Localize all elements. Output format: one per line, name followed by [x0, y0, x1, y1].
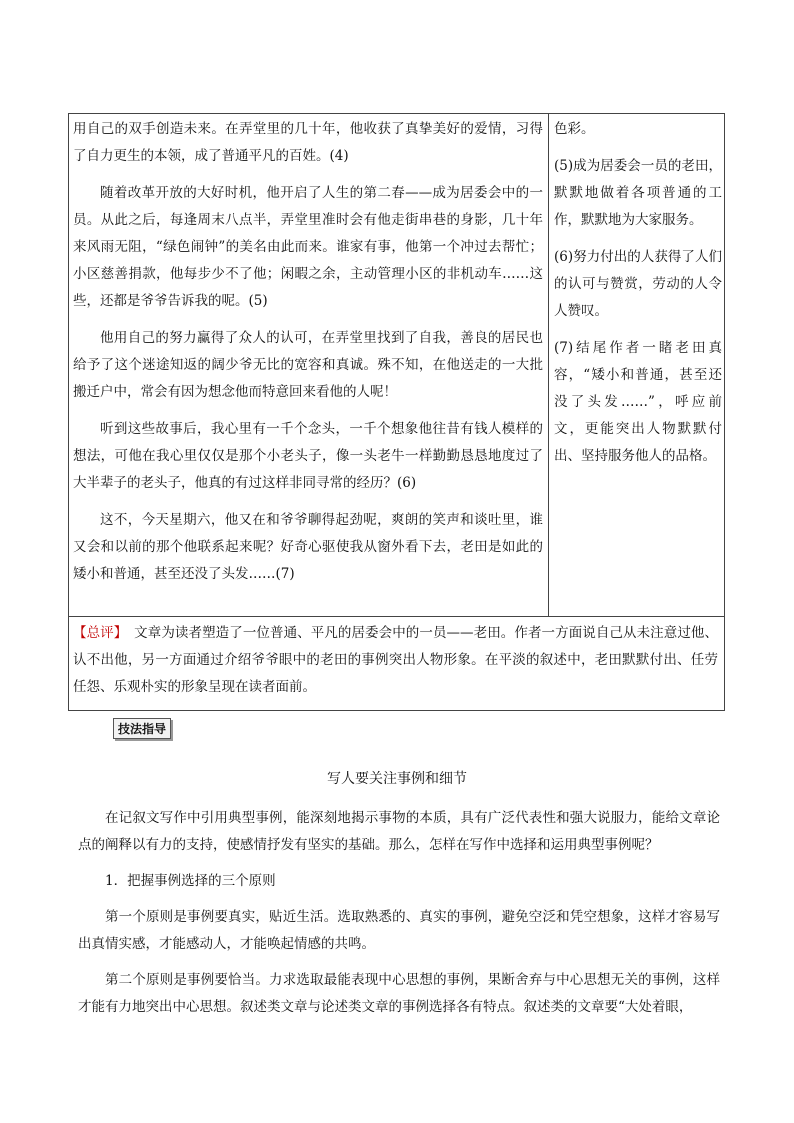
summary-label: 【总评】: [73, 625, 121, 641]
column-divider: [548, 114, 549, 616]
comment-cell: [554, 116, 722, 470]
summary-cell: [73, 620, 718, 701]
guide-heading-1: 1．把握事例选择的三个原则: [105, 873, 276, 889]
essay-paragraph-5: 随着改革开放的大好时机，他开启了人生的第二春——成为居委会中的一员。从此之后，每逢周末八点半，弄堂里准时会有他走街串巷的身影，几十年来风雨无阻，“绿色闹钟”的美名由此而来。谁家有事，他第一个冲过去帮忙；小区慈善捐款，他每步少不了他；闲暇之余，主动管理小区的非机动车……这些，还都是爷爷告诉我的呢。(5): [73, 185, 543, 309]
summary-paragraph: [73, 620, 718, 701]
section-title: 写人要关注事例和细节: [327, 771, 467, 787]
technique-guide-badge: 技法指导: [113, 718, 171, 739]
guide-paragraph-principle-2: 第二个原则是事例要恰当。力求选取最能表现中心思想的事例，果断舍弃与中心思想无关的事例，这样才能有力地突出中心思想。叙述类文章与论述类文章的事例选择各有特点。叙述类的文章要“大处着眼，: [78, 972, 720, 1015]
essay-paragraph-6: 听到这些故事后，我心里有一千个念头，一千个想象他往昔有钱人模样的想法，可他在我心里仅仅是那个小老头子，像一头老牛一样勤勤恳恳地度过了大半辈子的老头子，他真的有过这样非同寻常的经历？(6): [73, 421, 543, 491]
comment-5: (5)成为居委会一员的老田，默默地做着各项普通的工作，默默地为大家服务。: [554, 158, 722, 228]
comment-6: (6)努力付出的人获得了人们的认可与赞赏，劳动的人令人赞叹。: [554, 249, 722, 319]
comment-7: (7)结尾作者一睹老田真容，“矮小和普通，甚至还没了头发……”，呼应前文，更能突出人物默默付出、坚持服务他人的品格。: [554, 340, 722, 464]
guide-paragraph-intro: 在记叙文写作中引用典型事例，能深刻地揭示事物的本质，具有广泛代表性和强大说服力，能给文章论点的阐释以有力的支持，使感情抒发有坚实的基础。那么，怎样在写作中选择和运用典型事例呢？: [78, 810, 720, 853]
guide-paragraph-principle-1: 第一个原则是事例要真实，贴近生活。选取熟悉的、真实的事例，避免空泛和凭空想象，这样才容易写出真情实感，才能感动人，才能唤起情感的共鸣。: [78, 909, 720, 952]
essay-paragraph-7: 这不，今天星期六，他又在和爷爷聊得起劲呢，爽朗的笑声和谈吐里，谁又会和以前的那个他联系起来呢？好奇心驱使我从窗外看下去，老田是如此的矮小和普通，甚至还没了头发……(7): [73, 512, 543, 582]
essay-paragraph-4: 用自己的双手创造未来。在弄堂里的几十年，他收获了真挚美好的爱情，习得了自力更生的本领，成了普通平凡的百姓。(4): [73, 121, 543, 164]
essay-text-cell: [73, 116, 543, 588]
guide-body: [78, 805, 720, 1021]
essay-paragraph-recognition: 他用自己的努力赢得了众人的认可，在弄堂里找到了自我，善良的居民也给予了这个迷途知返的阔少爷无比的宽容和真诚。殊不知，在他送走的一大批搬迁户中，常会有因为想念他而特意回来看他的人呢！: [73, 330, 543, 400]
annotation-table: [68, 113, 725, 711]
row-divider: [69, 616, 724, 617]
comment-continued: 色彩。: [554, 121, 595, 137]
summary-text: 文章为读者塑造了一位普通、平凡的居委会中的一员——老田。作者一方面说自己从未注意过他、认不出他，另一方面通过介绍爷爷眼中的老田的事例突出人物形象。在平淡的叙述中，老田默默付出、任劳任怨、乐观朴实的形象呈现在读者面前。: [73, 625, 719, 695]
